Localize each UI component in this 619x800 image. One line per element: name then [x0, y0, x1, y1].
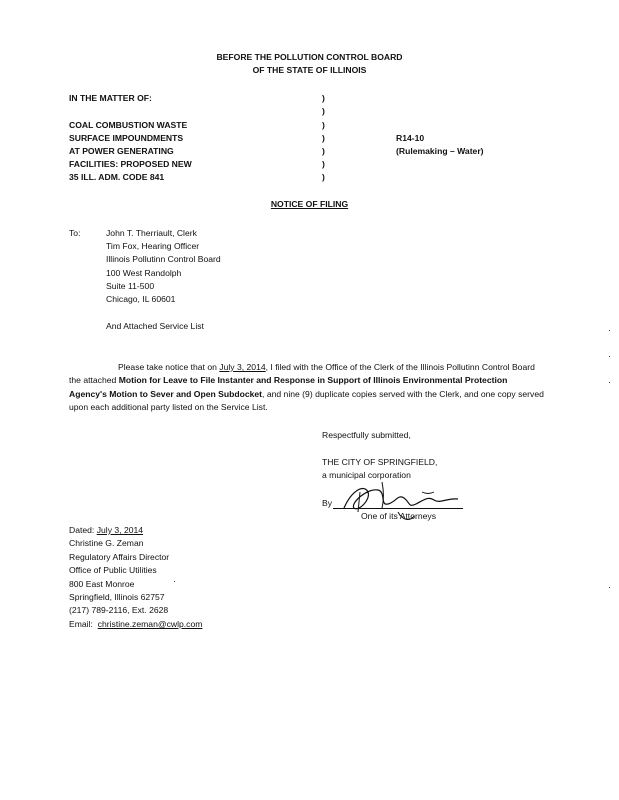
board-title: BEFORE THE POLLUTION CONTROL BOARD: [216, 52, 403, 62]
addressee-line: Suite 11-500: [106, 281, 155, 291]
email-link[interactable]: christine.zeman@cwlp.com: [97, 619, 203, 629]
addressee-line: Chicago, IL 60601: [106, 294, 176, 304]
addressee-line: John T. Therriault, Clerk: [106, 228, 197, 238]
contact-name: Christine G. Zeman: [69, 538, 144, 548]
contact-email-line: [69, 619, 202, 630]
dated-value: July 3, 2014: [96, 525, 144, 535]
dated-label: Dated:: [69, 525, 95, 535]
bracket: ): [322, 133, 325, 143]
bracket: ): [322, 172, 325, 182]
contact-phone: (217) 789-2116, Ext. 2628: [69, 605, 169, 615]
closing: Respectfully submitted,: [322, 430, 411, 440]
notice-title: NOTICE OF FILING: [270, 199, 349, 209]
entity-name: THE CITY OF SPRINGFIELD,: [322, 457, 438, 467]
bracket: ): [322, 93, 325, 103]
bracket: ): [322, 120, 325, 130]
caption-line: FACILITIES: PROPOSED NEW: [69, 159, 192, 169]
scan-speck: [609, 330, 610, 331]
contact-city: Springfield, Illinois 62757: [69, 592, 165, 602]
bracket: ): [322, 159, 325, 169]
bracket: ): [322, 106, 325, 116]
notice-paragraph: [69, 361, 544, 415]
contact-office: Office of Public Utilities: [69, 565, 157, 575]
entity-type: a municipal corporation: [322, 470, 411, 480]
docket-number: R14-10: [396, 133, 425, 143]
addressee-line: Illinois Pollutinn Control Board: [106, 254, 221, 264]
scan-speck: [609, 587, 610, 588]
contact-title: Regulatory Affairs Director: [69, 552, 170, 562]
body-text-3: , and nine (9) duplicate copies served with the Clerk, and one copy served upon each additional party listed on the Service List.: [69, 388, 544, 413]
signature-line: [333, 508, 463, 509]
addressee-line: 100 West Randolph: [106, 268, 182, 278]
caption-line: 35 ILL. ADM. CODE 841: [69, 172, 165, 182]
caption-line: IN THE MATTER OF:: [69, 93, 152, 103]
by-label: By: [322, 498, 333, 508]
contact-street: 800 East Monroe: [69, 579, 135, 589]
caption-line: AT POWER GENERATING: [69, 146, 174, 156]
scan-speck: [609, 382, 610, 383]
email-label: Email:: [69, 619, 93, 629]
body-text-1: Please take notice that on: [118, 362, 217, 372]
motion-title: Motion for Leave to File Instanter and Response in Support of Illinois Environmental Protection Agency's Motion to Sever and Open Subdocket: [69, 375, 508, 399]
bracket: ): [322, 146, 325, 156]
attached-service-list: And Attached Service List: [106, 321, 204, 331]
caption-line: SURFACE IMPOUNDMENTS: [69, 133, 184, 143]
board-subtitle: OF THE STATE OF ILLINOIS: [252, 65, 367, 75]
filing-date: July 3, 2014: [219, 362, 266, 372]
addressee-line: Tim Fox, Hearing Officer: [106, 241, 200, 251]
scan-speck: [174, 581, 175, 582]
caption-line: COAL COMBUSTION WASTE: [69, 120, 188, 130]
body-text-2: , I filed with the Office of the Clerk of the Illinois Pollutinn Control Board the attached: [69, 362, 535, 386]
signer-role: One of its Attorneys: [361, 511, 436, 521]
to-label: To:: [69, 228, 81, 238]
scan-speck: [609, 356, 610, 357]
dated-line: [69, 525, 143, 536]
docket-type: (Rulemaking – Water): [396, 146, 484, 156]
